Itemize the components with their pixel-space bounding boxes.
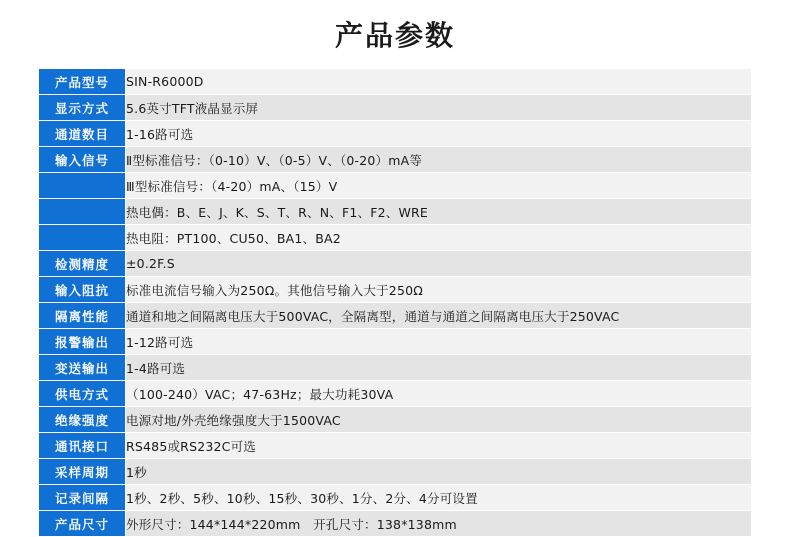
table-row (39, 199, 752, 225)
spec-value: 1-16路可选 (126, 121, 752, 147)
specifications-table (38, 68, 752, 537)
spec-label: 产品型号 (39, 69, 126, 95)
spec-value: SIN-R6000D (126, 69, 752, 95)
table-row (39, 251, 752, 277)
spec-label: 产品尺寸 (39, 511, 126, 537)
spec-value: 1-4路可选 (126, 355, 752, 381)
table-row (39, 69, 752, 95)
spec-value: 热电偶：B、E、J、K、S、T、R、N、F1、F2、WRE (126, 199, 752, 225)
spec-label: 通道数目 (39, 121, 126, 147)
table-row (39, 355, 752, 381)
table-row (39, 329, 752, 355)
table-row (39, 485, 752, 511)
table-row (39, 303, 752, 329)
spec-label: 绝缘强度 (39, 407, 126, 433)
spec-value: 标准电流信号输入为250Ω。其他信号输入大于250Ω (126, 277, 752, 303)
spec-value: （100-240）VAC；47-63Hz；最大功耗30VA (126, 381, 752, 407)
spec-value: 电源对地/外壳绝缘强度大于1500VAC (126, 407, 752, 433)
spec-label: 通讯接口 (39, 433, 126, 459)
spec-label (39, 225, 126, 251)
spec-label: 变送输出 (39, 355, 126, 381)
table-row (39, 407, 752, 433)
spec-value: 热电阻：PT100、CU50、BA1、BA2 (126, 225, 752, 251)
table-row (39, 95, 752, 121)
spec-value: RS485或RS232C可选 (126, 433, 752, 459)
spec-label: 输入阻抗 (39, 277, 126, 303)
spec-label: 隔离性能 (39, 303, 126, 329)
spec-value: 5.6英寸TFT液晶显示屏 (126, 95, 752, 121)
table-row (39, 459, 752, 485)
table-row (39, 173, 752, 199)
table-row (39, 147, 752, 173)
spec-value: 外形尺寸：144*144*220mm 开孔尺寸：138*138mm (126, 511, 752, 537)
spec-value: 1-12路可选 (126, 329, 752, 355)
spec-label (39, 199, 126, 225)
table-row (39, 433, 752, 459)
spec-label: 记录间隔 (39, 485, 126, 511)
spec-value: ±0.2F.S (126, 251, 752, 277)
table-row (39, 277, 752, 303)
spec-value: Ⅱ型标准信号：（0-10）V、（0-5）V、（0-20）mA等 (126, 147, 752, 173)
spec-label: 报警输出 (39, 329, 126, 355)
spec-label: 采样周期 (39, 459, 126, 485)
spec-label: 显示方式 (39, 95, 126, 121)
spec-label: 检测精度 (39, 251, 126, 277)
spec-value: Ⅲ型标准信号：（4-20）mA、（15）V (126, 173, 752, 199)
spec-label: 供电方式 (39, 381, 126, 407)
page-title: 产品参数 (334, 19, 455, 52)
table-row (39, 121, 752, 147)
table-row (39, 381, 752, 407)
spec-label: 输入信号 (39, 147, 126, 173)
spec-value: 1秒 (126, 459, 752, 485)
spec-value: 通道和地之间隔离电压大于500VAC，全隔离型，通道与通道之间隔离电压大于250VAC (126, 303, 752, 329)
table-row (39, 225, 752, 251)
spec-value: 1秒、2秒、5秒、10秒、15秒、30秒、1分、2分、4分可设置 (126, 485, 752, 511)
table-row (39, 511, 752, 537)
spec-label (39, 173, 126, 199)
